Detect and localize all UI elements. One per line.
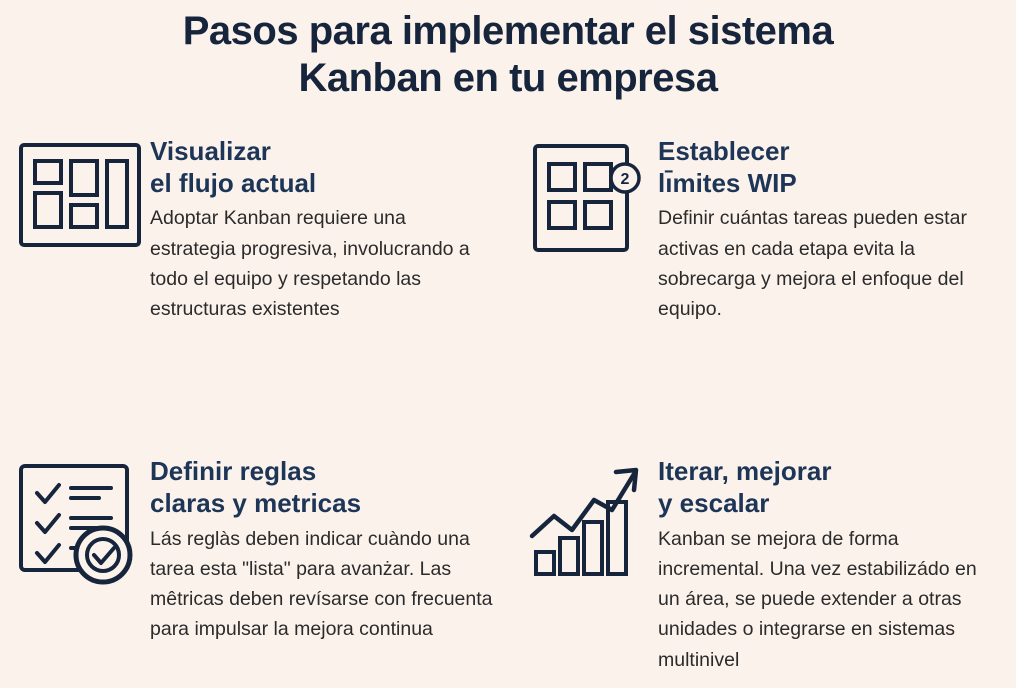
wip-limit-board-icon	[529, 140, 647, 258]
page-title	[0, 0, 1016, 102]
step-2-heading-line-2: lı̄mites WIP	[658, 167, 797, 198]
step-2-number: 2	[620, 171, 630, 188]
step-2-icon-wrap	[518, 132, 658, 252]
step-1-heading	[150, 136, 494, 199]
step-3-body: Lás reglàs deben indicar cuàndo una tarea esta "lista" para avanżar. Las mêtricas deben revísarse con frecuenta para impulsar la mejora continua	[150, 527, 493, 641]
page-title-line-2: Kanban en tu empresa	[298, 56, 718, 101]
step-4-heading-line-2: y escalar	[658, 488, 770, 519]
step-3-heading-line-1: Definir reglas	[150, 456, 317, 487]
step-1-body: Adoptar Kanban requiere una estrategia progresiva, involucrando a todo el equipo y respetando las estructuras existentes	[150, 207, 470, 321]
step-3-icon-wrap	[10, 452, 150, 592]
growth-chart-arrow-icon	[524, 460, 652, 590]
step-3-heading	[150, 456, 494, 519]
step-3-heading-line-2: claras y metricas	[150, 488, 362, 519]
step-card-3	[0, 324, 508, 675]
step-4-heading	[658, 456, 1002, 519]
step-card-4	[508, 324, 1016, 675]
page-title-line-1: Pasos para implementar el sistema	[182, 9, 834, 53]
step-card-2	[508, 132, 1016, 324]
checklist-approved-icon	[15, 460, 145, 590]
step-4-heading-line-1: Iterar, mejorar	[658, 456, 832, 487]
step-2-text	[658, 132, 1002, 324]
steps-grid	[0, 132, 1016, 675]
step-card-1	[0, 132, 508, 324]
step-2-heading-line-1: Establecer	[658, 136, 790, 166]
step-2-heading	[658, 136, 1002, 199]
step-4-body: Kanban se mejora de forma incremental. Una vez estabilizádo en un área, se puede extender a otras unidades o integrarse en sistemas multinivel	[658, 527, 977, 671]
step-1-heading-line-1: Visualizar	[150, 136, 271, 166]
step-3-text	[150, 452, 494, 644]
step-4-icon-wrap	[518, 452, 658, 592]
kanban-board-icon	[16, 140, 144, 250]
step-2-body: Definir cuántas tareas pueden estar activas en cada etapa evita la sobrecarga y mejora el enfoque del equipo.	[658, 207, 967, 321]
step-4-text	[658, 452, 1002, 675]
step-1-icon-wrap	[10, 132, 150, 252]
step-1-text	[150, 132, 494, 324]
step-1-heading-line-2: el flujo actual	[150, 167, 317, 198]
